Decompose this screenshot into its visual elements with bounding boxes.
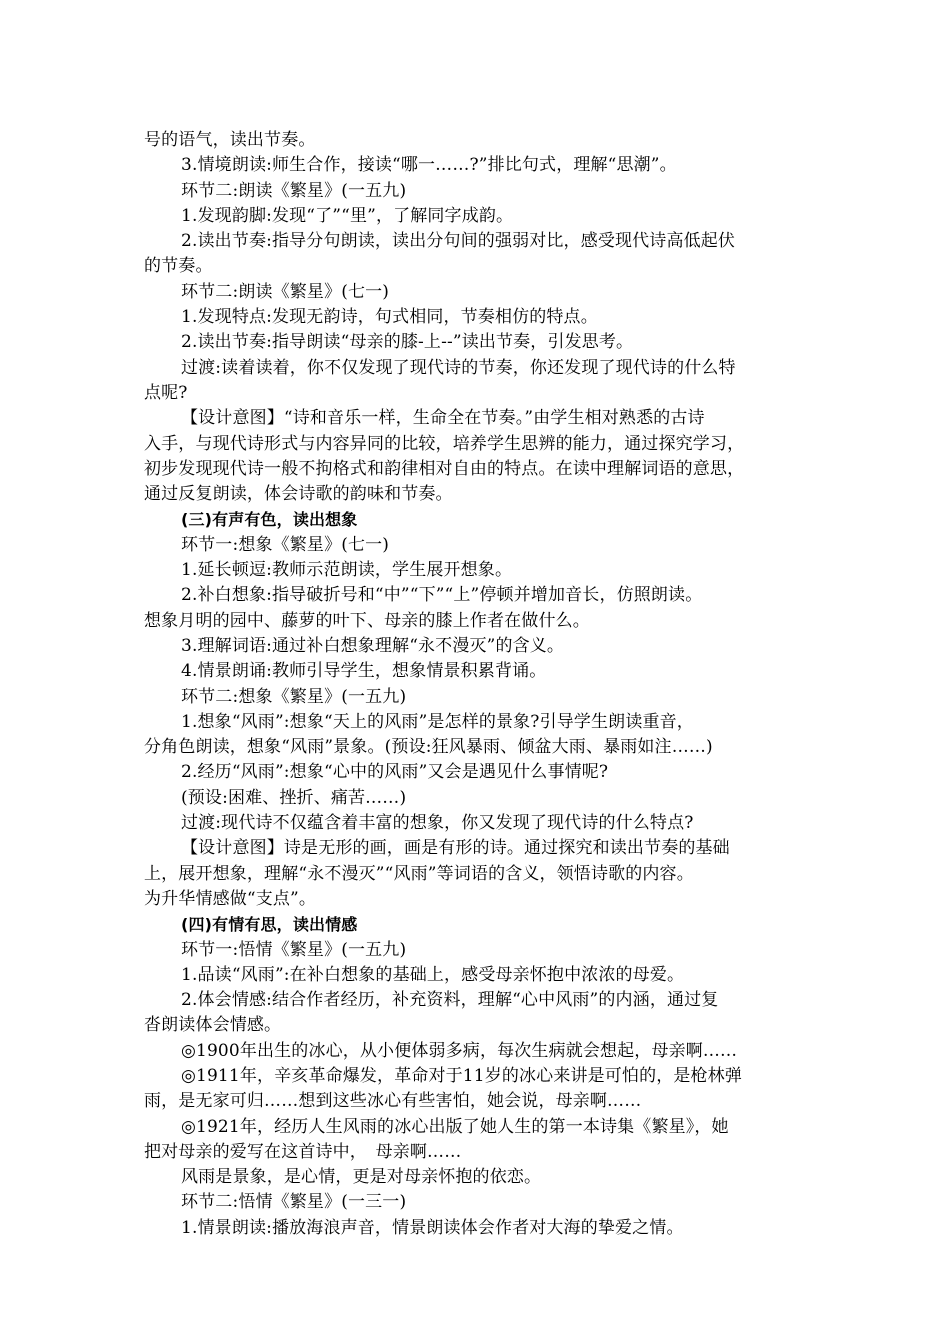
- text-line: 过渡:现代诗不仅蕴含着丰富的想象，你又发现了现代诗的什么特点?: [181, 813, 694, 834]
- text-line: 初步发现现代诗一般不拘格式和韵律相对自由的特点。在读中理解词语的意思，: [144, 458, 745, 479]
- text-line: 环节二:朗读《繁星》(七一): [181, 281, 390, 302]
- text-line: 风雨是景象，是心情，更是对母亲怀抱的依恋。: [181, 1167, 542, 1188]
- text-line: 环节一:悟情《繁星》(一五九): [181, 939, 407, 960]
- text-line: 2.经历“风雨”:想象“心中的风雨”又会是遇见什么事情呢?: [181, 762, 609, 783]
- text-line: 的节奏。: [144, 256, 213, 277]
- text-line: 2.读出节奏:指导朗读“母亲的膝-上--”读出节奏，引发思考。: [181, 332, 634, 353]
- text-line: 环节二:悟情《繁星》(一三一): [181, 1192, 407, 1213]
- text-line: 1.品读“风雨”:在补白想象的基础上，感受母亲怀抱中浓浓的母爱。: [181, 964, 685, 985]
- text-line: 环节二:想象《繁星》(一五九): [181, 686, 407, 707]
- text-line: 把对母亲的爱写在这首诗中， 母亲啊……: [144, 1141, 462, 1162]
- document-page: [144, 128, 808, 1241]
- text-line: 1.情景朗读:播放海浪声音，情景朗读体会作者对大海的挚爱之情。: [181, 1217, 684, 1238]
- text-line: 通过反复朗读，体会诗歌的韵味和节奏。: [144, 484, 453, 505]
- text-line: 环节二:朗读《繁星》(一五九): [181, 180, 407, 201]
- text-line: 3.情境朗读:师生合作，接读“哪一……?”排比句式，理解“思潮”。: [181, 155, 677, 176]
- text-line: 1.发现韵脚:发现“了”“里”，了解同字成韵。: [181, 205, 514, 226]
- text-line: 上，展开想象，理解“永不漫灭”“风雨”等词语的含义，领悟诗歌的内容。: [144, 863, 694, 884]
- text-line: ◎1921年，经历人生风雨的冰心出版了她人生的第一本诗集《繁星》，她: [181, 1116, 729, 1137]
- text-line: 为升华情感做“支点”。: [144, 888, 317, 909]
- text-line: 【设计意图】诗是无形的画，画是有形的诗。通过探究和读出节奏的基础: [181, 838, 730, 859]
- text-line: 点呢?: [144, 382, 188, 403]
- text-line: 2.读出节奏:指导分句朗读，读出分句间的强弱对比，感受现代诗高低起伏: [181, 231, 736, 252]
- text-line: 1.想象“风雨”:想象“天上的风雨”是怎样的景象?引导学生朗读重音，: [181, 711, 694, 732]
- text-line: 【设计意图】“诗和音乐一样，生命全在节奏。”由学生相对熟悉的古诗: [181, 408, 705, 429]
- text-line: 3.理解词语:通过补白想象理解“永不漫灭”的含义。: [181, 635, 565, 656]
- text-line: ◎1900年出生的冰心，从小便体弱多病，每次生病就会想起，母亲啊……: [181, 1040, 738, 1061]
- text-line: 1.发现特点:发现无韵诗，句式相同，节奏相仿的特点。: [181, 307, 598, 328]
- text-line: 雨，是无家可归……想到这些冰心有些害怕，她会说，母亲啊……: [144, 1091, 642, 1112]
- section-heading: (三)有声有色，读出想象: [181, 510, 358, 530]
- text-line: 环节一:想象《繁星》(七一): [181, 534, 390, 555]
- text-line: ◎1911年，辛亥革命爆发，革命对于11岁的冰心来讲是可怕的，是枪林弹: [181, 1065, 742, 1086]
- text-line: 过渡:读着读着，你不仅发现了现代诗的节奏，你还发现了现代诗的什么特: [181, 357, 736, 378]
- section-heading: (四)有情有思，读出情感: [181, 915, 358, 935]
- text-line: 入手，与现代诗形式与内容异同的比较，培养学生思辨的能力，通过探究学习，: [144, 433, 745, 454]
- text-line: 4.情景朗诵:教师引导学生，想象情景积累背诵。: [181, 661, 547, 682]
- text-line: 1.延长顿逗:教师示范朗读，学生展开想象。: [181, 560, 513, 581]
- text-line: (预设:困难、挫折、痛苦……): [181, 787, 407, 808]
- text-line: 分角色朗读，想象“风雨”景象。(预设:狂风暴雨、倾盆大雨、暴雨如注……): [144, 737, 713, 758]
- text-line: 2.体会情感:结合作者经历，补充资料，理解“心中风雨”的内涵，通过复: [181, 990, 719, 1011]
- text-line: 号的语气，读出节奏。: [144, 130, 316, 150]
- text-line: 想象月明的园中、藤萝的叶下、母亲的膝上作者在做什么。: [144, 610, 590, 631]
- text-line: 2.补白想象:指导破折号和“中”“下”“上”停顿并增加音长，仿照朗读。: [181, 585, 703, 606]
- text-line: 沓朗读体会情感。: [144, 1015, 282, 1036]
